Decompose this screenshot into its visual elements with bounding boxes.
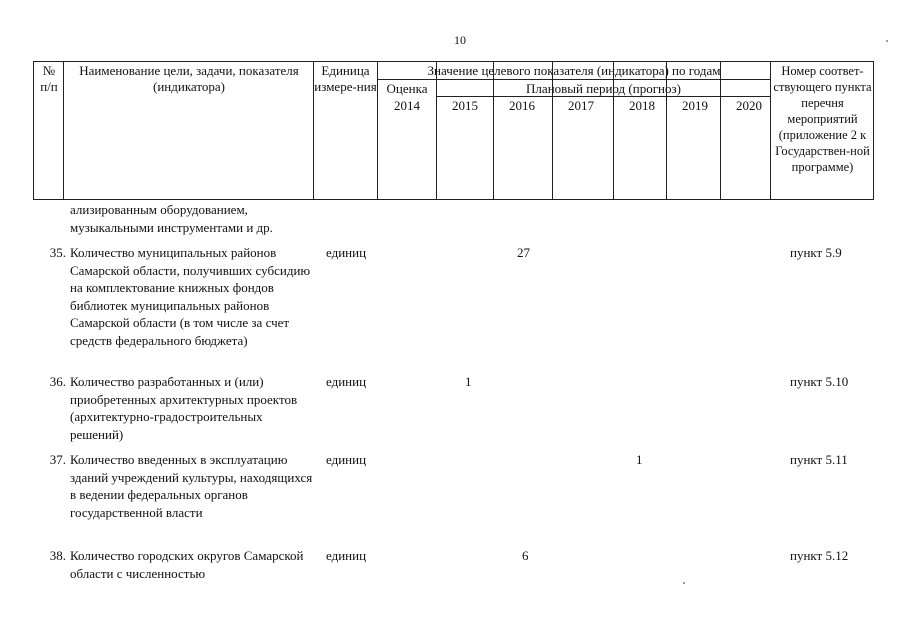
- header-estimate-year: 2014: [394, 98, 420, 113]
- header-year: 2017: [568, 98, 594, 113]
- row-value: 1: [636, 452, 643, 467]
- header-estimate: Оценка: [386, 81, 428, 96]
- header-num: № п/п: [40, 63, 58, 94]
- row-number: 36.: [49, 374, 66, 389]
- row-ref: пункт 5.9: [790, 245, 842, 260]
- header-year: 2015: [452, 98, 478, 113]
- row-number: 38.: [49, 548, 66, 563]
- row-ref: пункт 5.12: [790, 548, 849, 563]
- scan-speck: [886, 40, 888, 42]
- row-name: Количество муниципальных районов Самарской области, получивших субсидию на комплектование книжных фондов библиотек муниципальных районов Самарской области (в том числе за счет средств федерального бюджета): [70, 245, 311, 348]
- continuation-text: ализированным оборудованием, музыкальными инструментами и др.: [70, 202, 273, 235]
- header-year: 2018: [629, 98, 655, 113]
- row-name: Количество введенных в эксплуатацию зданий учреждений культуры, находящихся в ведении федеральных органов государственной власти: [70, 452, 313, 520]
- table-header: [33, 61, 874, 200]
- header-ref: Номер соответ-ствующего пункта перечня мероприятий (приложение 2 к Государствен-ной программе): [773, 64, 872, 174]
- row-name: Количество разработанных и (или) приобретенных архитектурных проектов (архитектурно-градостроительных решений): [70, 374, 298, 442]
- row-unit: единиц: [326, 245, 367, 260]
- header-plan-group: Плановый период (прогноз): [526, 81, 681, 96]
- header-name: Наименование цели, задачи, показателя (индикатора): [79, 63, 299, 94]
- row-unit: единиц: [326, 374, 367, 389]
- header-year: 2020: [736, 98, 762, 113]
- page-number: 10: [454, 33, 466, 47]
- row-ref: пункт 5.11: [790, 452, 848, 467]
- row-value: 27: [517, 245, 530, 260]
- row-value: 1: [465, 374, 472, 389]
- row-unit: единиц: [326, 548, 367, 563]
- row-name: Количество городских округов Самарской области с численностью: [70, 548, 304, 581]
- scan-speck: [683, 582, 685, 584]
- header-year: 2019: [682, 98, 708, 113]
- header-value-group: Значение целевого показателя (индикатора) по годам: [427, 63, 721, 78]
- row-value: 6: [522, 548, 529, 563]
- row-number: 35.: [49, 245, 66, 260]
- row-ref: пункт 5.10: [790, 374, 849, 389]
- row-unit: единиц: [326, 452, 367, 467]
- row-number: 37.: [49, 452, 66, 467]
- header-year: 2016: [509, 98, 535, 113]
- header-unit: Единица измере-ния: [314, 63, 377, 94]
